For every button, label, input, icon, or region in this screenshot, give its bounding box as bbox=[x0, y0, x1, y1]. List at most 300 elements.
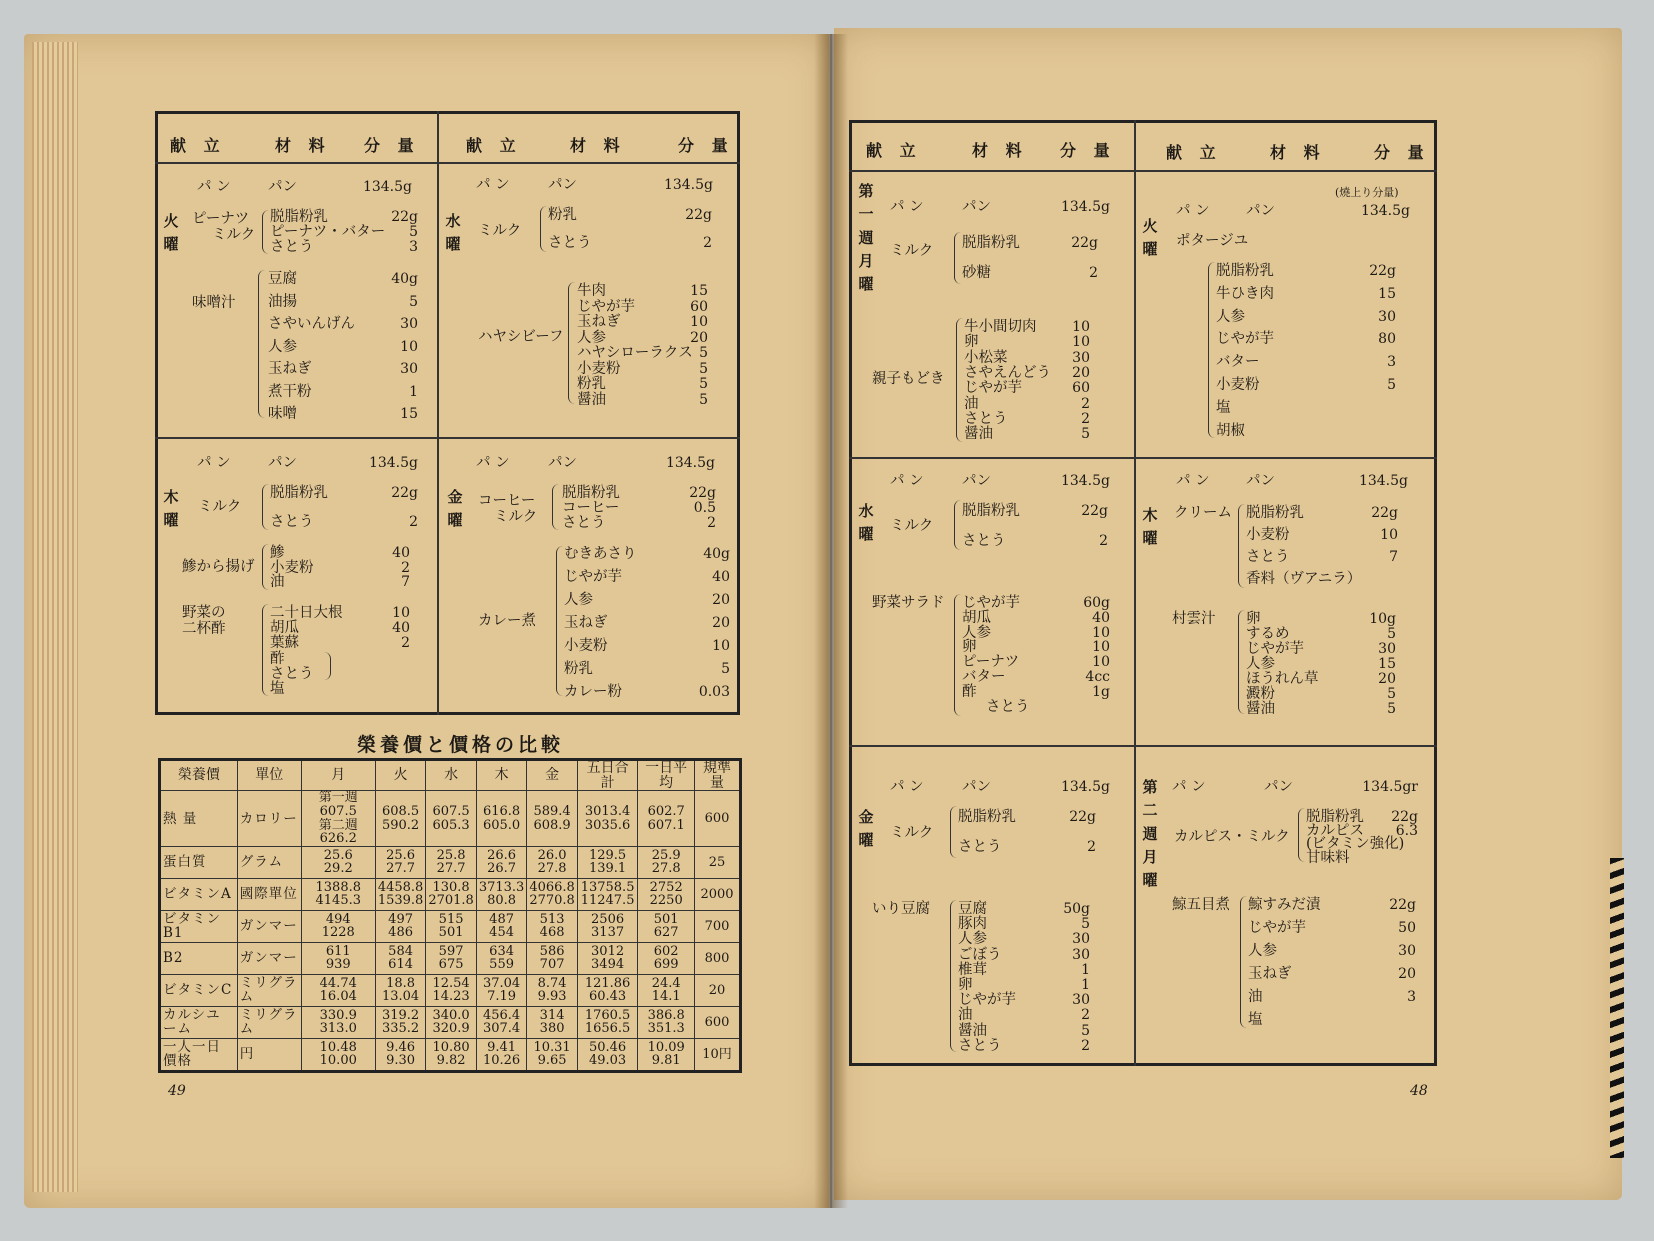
week2-value: 7.19 bbox=[487, 989, 517, 1005]
week1-value: 340.0 bbox=[432, 1007, 470, 1023]
value-cell bbox=[476, 791, 527, 847]
nutrient-name: 熱 量 bbox=[160, 791, 238, 847]
standard-value: 10円 bbox=[695, 1038, 741, 1071]
book-gutter bbox=[814, 34, 848, 1208]
ingredient-amount: 1g bbox=[1092, 683, 1110, 700]
week1-value: 25.9 bbox=[651, 847, 681, 863]
nutrient-name: 蛋白質 bbox=[160, 846, 238, 878]
unit: ミリグラム bbox=[237, 974, 301, 1006]
week1-value: 4066.8 bbox=[529, 879, 575, 895]
bread-amount: 134.5g bbox=[1358, 473, 1408, 489]
page-number-left: 49 bbox=[168, 1083, 186, 1099]
week1-value: 37.04 bbox=[482, 975, 521, 991]
ingredient-amount: 5 bbox=[699, 391, 708, 408]
value-cell bbox=[426, 974, 477, 1006]
ingredient-amount: 10 bbox=[690, 314, 708, 330]
week2-value: 454 bbox=[489, 925, 514, 941]
menu-table-left bbox=[155, 111, 740, 715]
value-cell bbox=[577, 846, 637, 878]
week2-value: 313.0 bbox=[319, 1021, 357, 1037]
dish-name: ミルク bbox=[494, 509, 538, 525]
value-cell bbox=[301, 974, 375, 1006]
week2-value: 80.8 bbox=[487, 893, 517, 909]
ingredient-amount: 5 bbox=[1387, 686, 1396, 702]
ingredient-name: さやえんどう bbox=[964, 364, 1051, 381]
bread-amount: 134.5g bbox=[362, 179, 412, 195]
week1-value: 314 bbox=[539, 1007, 565, 1023]
ingredient-name: さとう bbox=[270, 514, 314, 530]
ingredient-name: 豆腐 bbox=[958, 901, 987, 917]
week1-value: 607.5 bbox=[432, 804, 470, 820]
week1-value: 515 bbox=[438, 911, 464, 927]
ingredient-amount: 60g bbox=[1083, 595, 1110, 611]
week1-value: 18.8 bbox=[386, 975, 416, 991]
week2-value: 605.0 bbox=[482, 817, 521, 833]
week1-value: 1388.8 bbox=[315, 879, 361, 895]
ingredient-amount: 10 bbox=[1092, 624, 1110, 641]
day-label: 水曜 bbox=[858, 502, 874, 544]
week1-value: 584 bbox=[388, 943, 413, 959]
ingredient-amount: 22g bbox=[1371, 505, 1398, 521]
cover-stripes bbox=[1610, 858, 1624, 1158]
week2-value: 26.7 bbox=[487, 861, 517, 877]
week2-value: 9.30 bbox=[386, 1053, 416, 1069]
day-label: 第二週月曜 bbox=[1142, 778, 1158, 889]
ingredient-amount: 20 bbox=[1398, 966, 1416, 982]
ingredient-amount: 60 bbox=[690, 298, 708, 315]
value-cell bbox=[301, 942, 375, 974]
ingredient-amount: 50g bbox=[1063, 901, 1090, 917]
bread-label: パ ン bbox=[476, 455, 510, 471]
week1-value: 513 bbox=[539, 911, 565, 927]
week1-value: 487 bbox=[489, 911, 514, 927]
header-amount: 分 量 bbox=[364, 136, 420, 155]
ingredient-name: 醤油 bbox=[577, 391, 606, 408]
bread-label: パ ン bbox=[890, 473, 924, 489]
week1-value: 597 bbox=[438, 943, 464, 959]
ingredient-name: するめ bbox=[1246, 626, 1290, 642]
ingredient-name: さとう bbox=[562, 515, 606, 531]
value-cell bbox=[375, 942, 426, 974]
week1-value: 26.0 bbox=[537, 847, 567, 863]
ingredient-name: 胡瓜 bbox=[962, 609, 991, 626]
ingredient-name: 人参 bbox=[1216, 308, 1245, 325]
ingredient-amount: 20 bbox=[712, 592, 730, 608]
week2-value: 13.04 bbox=[381, 989, 420, 1005]
week2-value: 3494 bbox=[591, 957, 625, 973]
bread-label: パ ン bbox=[197, 455, 231, 471]
week2-value: 14.23 bbox=[432, 989, 470, 1005]
bread-amount: 134.5g bbox=[1060, 779, 1110, 795]
week2-value: 16.04 bbox=[319, 989, 357, 1005]
ingredient-amount: 2 bbox=[401, 559, 410, 576]
ingredient-amount: 30 bbox=[1072, 946, 1090, 963]
bread-label: パ ン bbox=[1176, 473, 1210, 489]
day-label: 木曜 bbox=[163, 488, 179, 530]
value-cell bbox=[577, 910, 637, 942]
dish-name: ミルク bbox=[890, 518, 934, 534]
ingredient-amount: 20 bbox=[712, 615, 730, 631]
week1-value: 319.2 bbox=[381, 1007, 420, 1023]
ingredient-name: 煮干粉 bbox=[268, 383, 312, 400]
ingredient-name: 脱脂粉乳 bbox=[1246, 505, 1304, 521]
ingredient-name: 味噌 bbox=[268, 406, 297, 422]
ingredient-name: 甘味料 bbox=[1306, 849, 1350, 866]
column-header: 月 bbox=[301, 760, 375, 791]
bread-amount: 134.5g bbox=[1060, 199, 1110, 215]
ingredient-amount: 60 bbox=[1072, 380, 1090, 397]
value-cell bbox=[638, 878, 695, 910]
day-label: 火曜 bbox=[1142, 217, 1158, 259]
table-row bbox=[160, 1038, 741, 1071]
ingredient-name: 卵 bbox=[962, 639, 977, 656]
ingredient-name: カレー粉 bbox=[564, 684, 622, 700]
week2-value: 27.8 bbox=[651, 861, 681, 877]
value-cell bbox=[476, 1038, 527, 1071]
value-cell bbox=[476, 846, 527, 878]
dish-name: ミルク bbox=[212, 227, 256, 243]
value-cell bbox=[527, 1006, 578, 1038]
ingredient-name: 砂糖 bbox=[962, 265, 991, 281]
ingredient-amount: 5 bbox=[1387, 701, 1396, 717]
ingredient-amount: 22g bbox=[685, 207, 712, 223]
value-cell bbox=[638, 1006, 695, 1038]
bread-item: パン bbox=[268, 179, 297, 195]
week1-value: 608.5 bbox=[381, 804, 420, 820]
dish-name: カレー煮 bbox=[478, 613, 536, 629]
unit: ガンマー bbox=[237, 910, 301, 942]
unit: 國際單位 bbox=[237, 878, 301, 910]
ingredient-name: ハヤシローラクス bbox=[577, 345, 693, 361]
column-header: 一日平均 bbox=[638, 760, 695, 791]
value-cell bbox=[527, 942, 578, 974]
week1-value: 24.4 bbox=[651, 975, 681, 991]
standard-value: 700 bbox=[695, 910, 741, 942]
ingredient-name: 塩 bbox=[1248, 1012, 1263, 1028]
dish-name: 味噌汁 bbox=[192, 295, 236, 311]
week1-value: 611 bbox=[325, 943, 351, 959]
value-cell bbox=[577, 974, 637, 1006]
week1-value: 第一週607.5 bbox=[318, 790, 358, 820]
ingredient-name: (ビタミン強化) bbox=[1306, 836, 1405, 852]
week1-value: 44.74 bbox=[319, 975, 357, 991]
day-label: 金曜 bbox=[858, 808, 874, 850]
ingredient-amount: 40 bbox=[1092, 609, 1110, 626]
ingredient-name: 人参 bbox=[564, 592, 593, 608]
ingredient-amount: 10 bbox=[1072, 334, 1090, 351]
value-cell bbox=[426, 910, 477, 942]
ingredient-amount: 40 bbox=[712, 569, 730, 585]
ingredient-name: ほうれん草 bbox=[1246, 671, 1319, 687]
ingredient-name: 小松菜 bbox=[964, 349, 1008, 366]
ingredient-name: 豆腐 bbox=[268, 271, 297, 287]
ingredient-name: 卵 bbox=[958, 977, 973, 993]
ingredient-name: さとう bbox=[270, 665, 314, 682]
standard-value: 25 bbox=[695, 846, 741, 878]
ingredient-amount: 2 bbox=[409, 514, 418, 530]
ingredient-name: 塩 bbox=[1216, 399, 1231, 416]
unit: ミリグラム bbox=[237, 1006, 301, 1038]
ingredient-amount: 10 bbox=[1380, 527, 1398, 543]
value-cell bbox=[375, 910, 426, 942]
ingredient-amount: 22g bbox=[1391, 809, 1418, 825]
ingredient-name: じやが芋 bbox=[962, 595, 1020, 611]
week2-value: 4145.3 bbox=[315, 893, 361, 909]
bread-item: パン bbox=[1264, 779, 1293, 795]
value-cell bbox=[638, 974, 695, 1006]
standard-value: 2000 bbox=[695, 878, 741, 910]
ingredient-name: じやが芋 bbox=[577, 298, 635, 315]
value-cell bbox=[426, 846, 477, 878]
ingredient-amount: 0.5 bbox=[693, 500, 716, 516]
note: (燒上り分量) bbox=[1335, 186, 1399, 199]
header-amount: 分 量 bbox=[1060, 141, 1116, 160]
week1-value: 589.4 bbox=[533, 804, 571, 820]
ingredient-name: 油 bbox=[958, 1007, 973, 1024]
ingredient-name: 油 bbox=[1248, 989, 1263, 1005]
week1-value: 634 bbox=[489, 943, 514, 959]
page-number-right: 48 bbox=[1410, 1083, 1428, 1099]
week2-value: 699 bbox=[653, 957, 679, 973]
ingredient-amount: 10 bbox=[400, 338, 418, 355]
ingredient-amount: 22g bbox=[391, 209, 418, 225]
week2-value: 27.7 bbox=[386, 861, 416, 877]
ingredient-name: カルピス bbox=[1306, 822, 1364, 839]
ingredient-name: 脱脂粉乳 bbox=[1306, 809, 1364, 825]
ingredient-name: 脱脂粉乳 bbox=[962, 235, 1020, 251]
week2-value: 559 bbox=[489, 957, 514, 973]
value-cell bbox=[426, 1006, 477, 1038]
value-cell bbox=[527, 974, 578, 1006]
ingredient-name: 脱脂粉乳 bbox=[270, 209, 328, 225]
ingredient-name: 醤油 bbox=[958, 1022, 987, 1039]
ingredient-amount: 1 bbox=[409, 383, 418, 400]
column-header: 規準量 bbox=[695, 760, 741, 791]
header-ingredients: 材 料 bbox=[972, 141, 1028, 160]
ingredient-amount: 10 bbox=[1092, 654, 1110, 671]
ingredient-name: バター bbox=[962, 669, 1006, 685]
header-menu: 献 立 bbox=[866, 141, 922, 160]
nutrient-name: 一人一日價格 bbox=[160, 1038, 238, 1071]
dish-name: ポタージユ bbox=[1176, 233, 1249, 249]
ingredient-name: じやが芋 bbox=[564, 569, 622, 585]
value-cell bbox=[638, 942, 695, 974]
ingredient-name: 卵 bbox=[964, 334, 979, 351]
week2-value: 1539.8 bbox=[377, 893, 424, 909]
week2-value: 351.3 bbox=[647, 1021, 685, 1037]
dish-name: 親子もどき bbox=[872, 371, 945, 387]
week1-value: 10.80 bbox=[432, 1039, 470, 1055]
ingredient-amount: 30 bbox=[1398, 943, 1416, 959]
week1-value: 330.9 bbox=[319, 1007, 357, 1023]
ingredient-name: じやが芋 bbox=[1216, 331, 1274, 348]
week2-value: 707 bbox=[539, 957, 565, 973]
value-cell bbox=[301, 1006, 375, 1038]
week2-value: 486 bbox=[388, 925, 413, 941]
week2-value: 335.2 bbox=[381, 1021, 420, 1037]
ingredient-amount: 6.3 bbox=[1395, 822, 1418, 839]
ingredient-name: 塩 bbox=[270, 681, 285, 697]
bread-label: パ ン bbox=[1172, 779, 1206, 795]
bread-item: パン bbox=[962, 779, 991, 795]
ingredient-name: 牛肉 bbox=[577, 283, 606, 299]
week1-value: 9.41 bbox=[487, 1039, 517, 1055]
ingredient-name: 小麦粉 bbox=[1246, 527, 1290, 543]
ingredient-name: 澱粉 bbox=[1246, 686, 1275, 702]
ingredient-name: 酢 bbox=[270, 650, 285, 667]
week1-value: 2506 bbox=[591, 911, 625, 927]
bread-label: パ ン bbox=[1176, 203, 1210, 219]
ingredient-name: 人参 bbox=[962, 624, 991, 641]
dish-name: 鯨五目煮 bbox=[1172, 897, 1230, 913]
ingredient-amount: 10 bbox=[392, 605, 410, 621]
ingredient-amount: 2 bbox=[1081, 410, 1090, 427]
ingredient-name: 葉蘇 bbox=[270, 635, 299, 652]
week2-value: 27.7 bbox=[436, 861, 466, 877]
bread-item: パン bbox=[962, 473, 991, 489]
week1-value: 10.48 bbox=[319, 1039, 357, 1055]
ingredient-amount: 20 bbox=[1378, 671, 1396, 687]
week1-value: 50.46 bbox=[588, 1039, 627, 1055]
value-cell bbox=[426, 1038, 477, 1071]
week2-value: 3035.6 bbox=[584, 817, 631, 833]
week1-value: 3713.3 bbox=[478, 879, 525, 895]
ingredient-name: コーヒー bbox=[562, 500, 620, 516]
dish-name: いり豆腐 bbox=[872, 901, 930, 917]
week1-value: 4458.8 bbox=[377, 879, 424, 895]
column-header: 榮養價 bbox=[160, 760, 238, 791]
week2-value: 608.9 bbox=[533, 817, 571, 833]
bread-amount: 134.5g bbox=[1060, 473, 1110, 489]
value-cell bbox=[527, 1038, 578, 1071]
ingredient-name: 小麦粉 bbox=[1216, 377, 1260, 393]
value-cell bbox=[426, 878, 477, 910]
column-header: 火 bbox=[375, 760, 426, 791]
week2-value: 607.1 bbox=[647, 817, 685, 833]
table-row bbox=[160, 910, 741, 942]
ingredient-amount: 3 bbox=[1387, 354, 1396, 371]
week2-value: 10.26 bbox=[482, 1053, 521, 1069]
week2-value: 29.2 bbox=[323, 861, 353, 877]
column-header: 木 bbox=[476, 760, 527, 791]
comparison-title: 榮養價と價格の比較 bbox=[357, 734, 565, 756]
bread-label: パ ン bbox=[890, 199, 924, 215]
header-menu: 献 立 bbox=[1166, 143, 1222, 162]
ingredient-amount: 40g bbox=[391, 271, 418, 287]
ingredient-name: 鯨すみだ漬 bbox=[1248, 897, 1321, 913]
dish-name: カルピス・ミルク bbox=[1174, 829, 1290, 845]
ingredient-amount: 40g bbox=[703, 546, 730, 562]
ingredient-amount: 20 bbox=[1072, 364, 1090, 381]
week2-value: 1228 bbox=[321, 925, 355, 941]
ingredient-name: 粉乳 bbox=[564, 661, 593, 677]
week1-value: 25.6 bbox=[386, 847, 416, 863]
week2-value: 2250 bbox=[649, 893, 683, 909]
ingredient-name: 酢 bbox=[962, 683, 977, 700]
week1-value: 26.6 bbox=[487, 847, 517, 863]
ingredient-name: 粉乳 bbox=[548, 207, 577, 223]
ingredient-name: 人参 bbox=[268, 338, 297, 355]
table-row bbox=[160, 846, 741, 878]
week1-value: 3013.4 bbox=[584, 804, 631, 820]
bread-amount: 134.5g bbox=[368, 455, 418, 471]
value-cell bbox=[527, 878, 578, 910]
dish-name: クリーム bbox=[1174, 505, 1232, 521]
ingredient-name: 脱脂粉乳 bbox=[562, 485, 620, 501]
ingredient-amount: 10 bbox=[1072, 319, 1090, 335]
ingredient-name: 鯵 bbox=[270, 545, 285, 561]
ingredient-name: 小麦粉 bbox=[564, 638, 608, 654]
week1-value: 12.54 bbox=[432, 975, 470, 991]
ingredient-amount: 40 bbox=[392, 545, 410, 561]
value-cell bbox=[527, 910, 578, 942]
ingredient-amount: 5 bbox=[699, 376, 708, 392]
week2-value: 9.81 bbox=[651, 1053, 681, 1069]
unit: グラム bbox=[237, 846, 301, 878]
value-cell bbox=[577, 878, 637, 910]
ingredient-amount: 22g bbox=[689, 485, 716, 501]
week2-value: 第二週626.2 bbox=[318, 817, 358, 847]
ingredient-name: 人参 bbox=[1246, 656, 1275, 672]
ingredient-amount: 22g bbox=[1071, 235, 1098, 251]
dish-name: コーヒー bbox=[478, 493, 536, 509]
ingredient-amount: 2 bbox=[1081, 1037, 1090, 1054]
ingredient-amount: 30 bbox=[1072, 992, 1090, 1009]
ingredient-name: 豚肉 bbox=[958, 916, 987, 933]
ingredient-amount: 30 bbox=[400, 316, 418, 332]
bread-amount: 134.5g bbox=[665, 455, 715, 471]
ingredient-amount: 2 bbox=[1099, 533, 1108, 549]
header-ingredients: 材 料 bbox=[1270, 143, 1326, 162]
ingredient-name: 小麦粉 bbox=[577, 360, 621, 377]
standard-value: 800 bbox=[695, 942, 741, 974]
ingredient-amount: 5 bbox=[1081, 426, 1090, 443]
ingredient-name: 胡瓜 bbox=[270, 620, 299, 637]
value-cell bbox=[638, 791, 695, 847]
value-cell bbox=[476, 974, 527, 1006]
ingredient-name: 牛小間切肉 bbox=[964, 319, 1037, 335]
value-cell bbox=[375, 974, 426, 1006]
week2-value: 605.3 bbox=[432, 817, 470, 833]
week2-value: 3137 bbox=[591, 925, 625, 941]
week2-value: 675 bbox=[438, 957, 464, 973]
table-row bbox=[160, 942, 741, 974]
week2-value: 60.43 bbox=[588, 989, 627, 1005]
ingredient-name: さとう bbox=[986, 698, 1030, 715]
week1-value: 386.8 bbox=[647, 1007, 685, 1023]
ingredient-amount: 2 bbox=[1087, 839, 1096, 855]
page-edges bbox=[32, 42, 78, 1192]
ingredient-name: 脱脂粉乳 bbox=[1216, 263, 1274, 279]
week1-value: 8.74 bbox=[537, 975, 567, 991]
week2-value: 49.03 bbox=[588, 1053, 627, 1069]
unit: カロリー bbox=[237, 791, 301, 847]
week1-value: 602 bbox=[653, 943, 679, 959]
menu-table-right bbox=[849, 120, 1437, 1066]
ingredient-amount: 40 bbox=[392, 620, 410, 637]
value-cell bbox=[476, 942, 527, 974]
ingredient-amount: 22g bbox=[1069, 809, 1096, 825]
bread-item: パン bbox=[268, 455, 297, 471]
bread-label: パ ン bbox=[890, 779, 924, 795]
ingredient-name: 人参 bbox=[1248, 943, 1277, 959]
ingredient-name: 椎茸 bbox=[958, 961, 987, 978]
ingredient-name: 醤油 bbox=[964, 426, 993, 443]
ingredient-name: 牛ひき肉 bbox=[1216, 285, 1274, 302]
value-cell bbox=[476, 878, 527, 910]
week1-value: 130.8 bbox=[432, 879, 470, 895]
bread-amount: 134.5g bbox=[663, 177, 713, 193]
